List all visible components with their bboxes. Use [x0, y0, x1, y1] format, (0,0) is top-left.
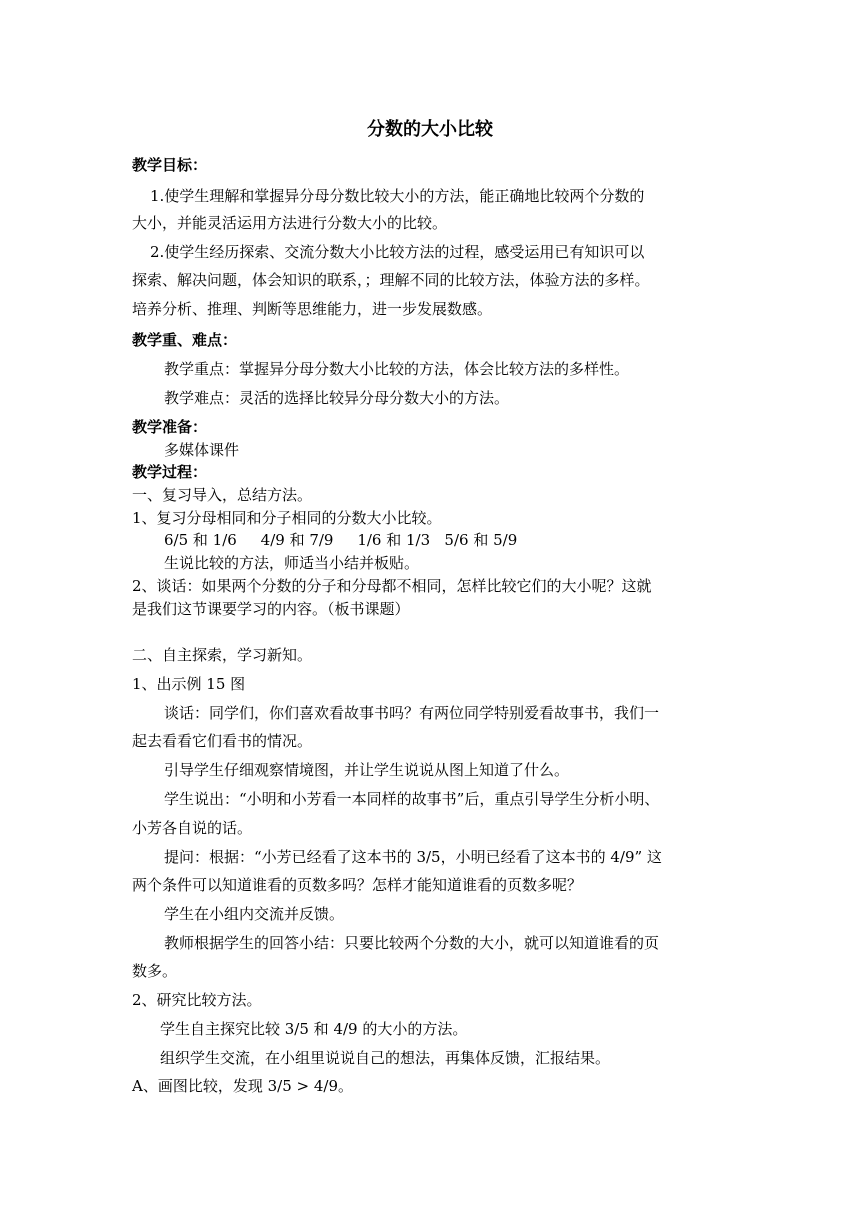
section-1-item-2-line-1: 2、谈话：如果两个分数的分子和分母都不相同，怎样比较它们的大小呢？这就 — [132, 577, 652, 595]
goal-1-line-1: 1.使学生理解和掌握异分母分数比较大小的方法，能正确地比较两个分数的 — [150, 187, 645, 205]
student-say-line-1: 学生说出：“小明和小芳看一本同样的故事书”后，重点引导学生分析小明、 — [164, 790, 660, 808]
section-1-item-2-line-2: 是我们这节课要学习的内容。（板书课题） — [132, 600, 410, 618]
teacher-summary-line-2: 数多。 — [132, 962, 178, 980]
talk-line-1: 谈话：同学们，你们喜欢看故事书吗？有两位同学特别爱看故事书，我们一 — [164, 704, 660, 722]
teacher-summary-line-1: 教师根据学生的回答小结：只要比较两个分数的大小，就可以知道谁看的页 — [164, 934, 660, 952]
question-line-1: 提问：根据：“小芳已经看了这本书的 3/5，小明已经看了这本书的 4/9” 这 — [164, 848, 662, 866]
heading-key-points: 教学重、难点： — [132, 331, 238, 349]
fraction-pairs: 6/5 和 1/6 4/9 和 7/9 1/6 和 1/3 5/6 和 5/9 — [164, 531, 518, 549]
difficult-point-line: 教学难点：灵活的选择比较异分母分数大小的方法。 — [164, 389, 510, 407]
preparation-item: 多媒体课件 — [164, 441, 240, 459]
heading-preparation: 教学准备： — [132, 418, 208, 436]
goal-2-line-2: 探索、解决问题，体会知识的联系，；理解不同的比较方法，体验方法的多样。 — [132, 271, 650, 289]
student-say-line-2: 小芳各自说的话。 — [132, 819, 253, 837]
goal-2-line-3: 培养分析、推理、判断等思维能力，进一步发展数感。 — [132, 300, 493, 318]
explore-line: 学生自主探究比较 3/5 和 4/9 的大小的方法。 — [160, 1020, 468, 1038]
document-title: 分数的大小比较 — [367, 119, 493, 140]
question-line-2: 两个条件可以知道谁看的页数多吗？怎样才能知道谁看的页数多呢？ — [132, 876, 583, 894]
section-2-heading: 二、自主探索，学习新知。 — [132, 646, 313, 664]
key-point-line: 教学重点：掌握异分母分数大小比较的方法，体会比较方法的多样性。 — [164, 360, 630, 378]
group-feedback-line: 学生在小组内交流并反馈。 — [164, 905, 345, 923]
heading-process: 教学过程： — [132, 463, 208, 481]
section-2-item-1: 1、出示例 15 图 — [132, 675, 246, 693]
section-2-item-2: 2、研究比较方法。 — [132, 991, 262, 1009]
goal-1-line-2: 大小，并能灵活运用方法进行分数大小的比较。 — [132, 214, 448, 232]
guide-line: 引导学生仔细观察情境图，并让学生说说从图上知道了什么。 — [164, 761, 570, 779]
talk-line-2: 起去看看它们看书的情况。 — [132, 732, 313, 750]
organize-line: 组织学生交流，在小组里说说自己的想法，再集体反馈，汇报结果。 — [160, 1049, 611, 1067]
goal-2-line-1: 2.使学生经历探索、交流分数大小比较方法的过程，感受运用已有知识可以 — [150, 243, 645, 261]
section-1-heading: 一、复习导入，总结方法。 — [132, 486, 313, 504]
section-1-item-1: 1、复习分母相同和分子相同的分数大小比较。 — [132, 509, 442, 527]
method-a-line: A、画图比较，发现 3/5 > 4/9。 — [132, 1077, 353, 1095]
section-1-summary: 生说比较的方法，师适当小结并板贴。 — [164, 554, 420, 572]
heading-teaching-goals: 教学目标： — [132, 156, 208, 174]
